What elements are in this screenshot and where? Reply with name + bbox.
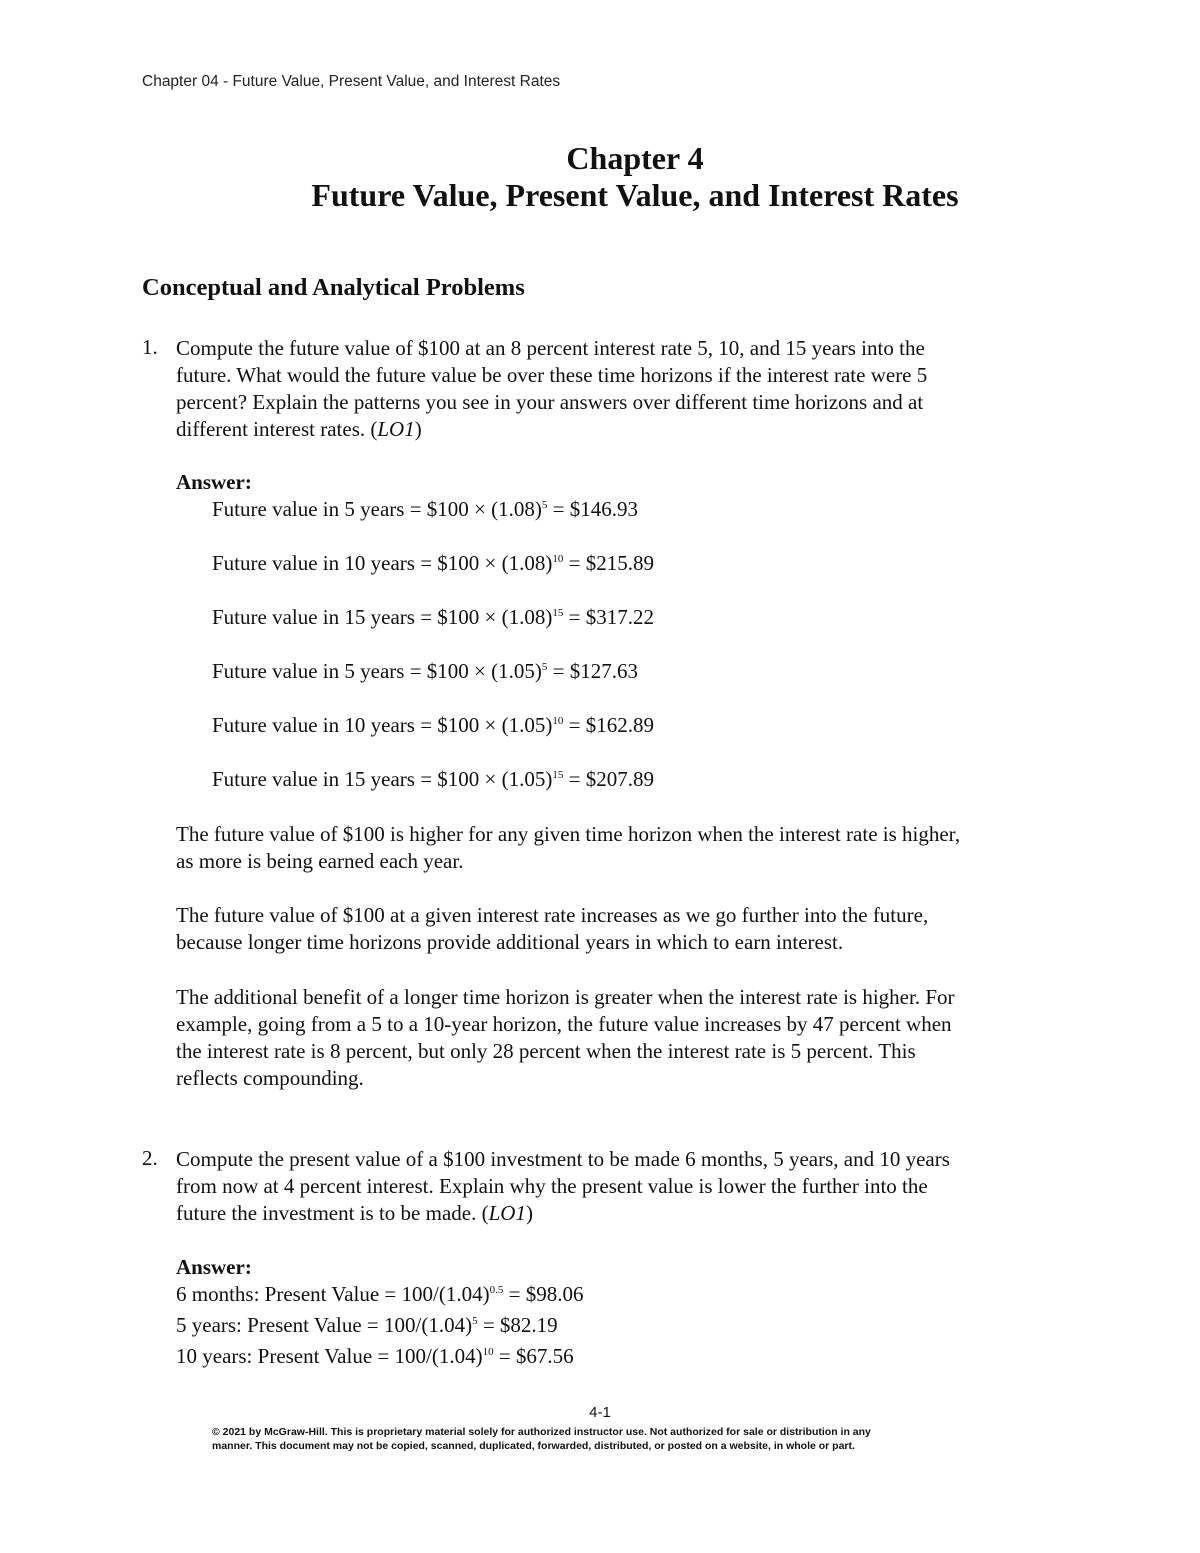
- question-line: from now at 4 percent interest. Explain why the present value is lower the further into the: [176, 1174, 928, 1198]
- running-head: Chapter 04 - Future Value, Present Value, and Interest Rates: [142, 73, 561, 90]
- fv-row: Future value in 5 years = $100 × $(1.05)^5$ = $127.63: [212, 659, 638, 683]
- question-line: future. What would the future value be over these time horizons if the interest rate were 5: [176, 363, 928, 387]
- fv-row: Future value in 15 years = $100 × $(1.05)^{15}$ = $207.89: [212, 767, 654, 791]
- explanation-line: as more is being earned each year.: [176, 849, 464, 873]
- problem-1-number: 1.: [142, 335, 158, 359]
- explanation-line: because longer time horizons provide additional years in which to earn interest.: [176, 930, 844, 954]
- problem-2-question: [176, 1146, 950, 1227]
- chapter-title: [0, 140, 1200, 214]
- fv-row: Future value in 5 years = $100 × $(1.08)^5$ = $146.93: [212, 497, 638, 521]
- explanation-line: the interest rate is 8 percent, but only 28 percent when the interest rate is 5 percent. This: [176, 1039, 916, 1063]
- explanation-line: The future value of $100 is higher for any given time horizon when the interest rate is higher,: [176, 822, 961, 846]
- pv-row: 6 months: Present Value = $100/(1.04)^{0.5}$ = $98.06: [176, 1282, 584, 1306]
- copyright-notice: [212, 1425, 871, 1453]
- explanation-paragraph: [176, 821, 960, 875]
- fv-row: Future value in 15 years = $100 × $(1.08)^{15}$ = $317.22: [212, 605, 654, 629]
- explanation-paragraph: [176, 984, 955, 1092]
- problem-1-answer-label: Answer:: [176, 470, 252, 494]
- question-line: different interest rates. (LO1): [176, 417, 422, 441]
- section-heading: Conceptual and Analytical Problems: [142, 274, 525, 301]
- learning-objective: LO1: [488, 1201, 526, 1225]
- problem-2-number: 2.: [142, 1146, 158, 1170]
- explanation-line: The future value of $100 at a given interest rate increases as we go further into the future,: [176, 903, 929, 927]
- explanation-line: reflects compounding.: [176, 1066, 364, 1090]
- problem-1-question: [176, 335, 927, 443]
- problem-2-answer-label: Answer:: [176, 1255, 252, 1279]
- question-line: percent? Explain the patterns you see in your answers over different time horizons and at: [176, 390, 924, 414]
- learning-objective: LO1: [377, 417, 415, 441]
- pv-row: 5 years: Present Value = $100/(1.04)^5$ = $82.19: [176, 1313, 558, 1337]
- fv-row: Future value in 10 years = $100 × $(1.05)^{10}$ = $162.89: [212, 713, 654, 737]
- explanation-line: The additional benefit of a longer time horizon is greater when the interest rate is higher. For: [176, 985, 955, 1009]
- question-line: Compute the present value of a $100 investment to be made 6 months, 5 years, and 10 years: [176, 1147, 950, 1171]
- fv-row: Future value in 10 years = $100 × $(1.08)^{10}$ = $215.89: [212, 551, 654, 575]
- pv-row: 10 years: Present Value = $100/(1.04)^{10}$ = $67.56: [176, 1344, 574, 1368]
- question-line: Compute the future value of $100 at an 8 percent interest rate 5, 10, and 15 years into the: [176, 336, 925, 360]
- page-number: 4-1: [589, 1404, 611, 1421]
- copyright-line: manner. This document may not be copied, scanned, duplicated, forwarded, distributed, or posted on a website, in whole or part.: [212, 1440, 855, 1452]
- chapter-number: Chapter 4: [566, 140, 704, 176]
- copyright-line: © 2021 by McGraw-Hill. This is proprietary material solely for authorized instructor use. Not authorized for sale or distribution in any: [212, 1426, 871, 1438]
- problem-2-answer: [176, 1254, 583, 1374]
- chapter-name: Future Value, Present Value, and Interest Rates: [311, 177, 959, 213]
- explanation-paragraph: [176, 902, 928, 956]
- question-line: future the investment is to be made. (LO1): [176, 1201, 533, 1225]
- explanation-line: example, going from a 5 to a 10-year horizon, the future value increases by 47 percent when: [176, 1012, 952, 1036]
